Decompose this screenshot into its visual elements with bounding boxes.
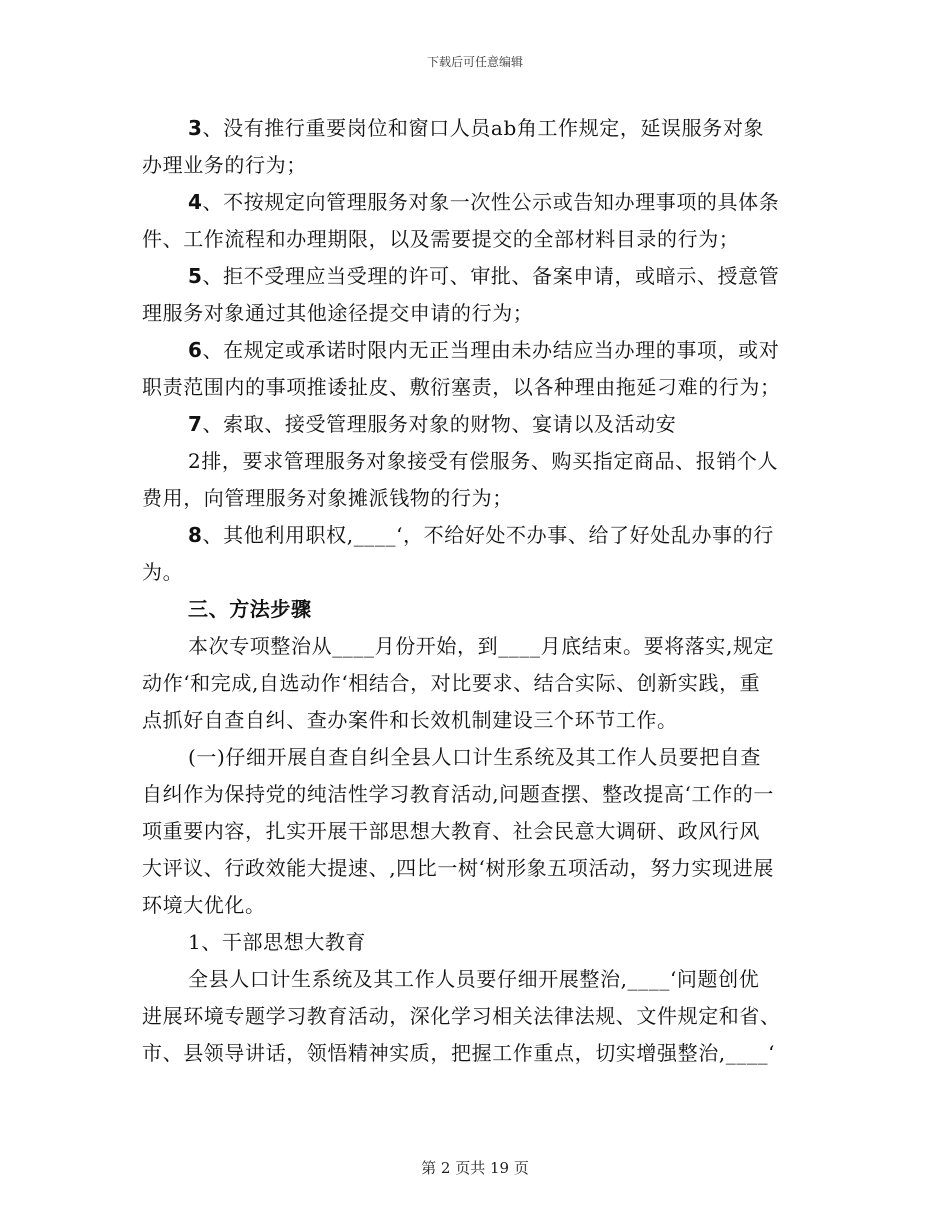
item-number: 8 bbox=[188, 523, 203, 547]
paragraph-line: 件、工作流程和办理期限，以及需要提交的全部材料目录的行为； bbox=[142, 227, 740, 251]
paragraph-line: 动作‘和完成,自选动作‘相结合，对比要求、结合实际、创新实践，重 bbox=[142, 671, 761, 695]
paragraph-line: 项重要内容，扎实开展干部思想大教育、社会民意大调研、政风行风 bbox=[142, 819, 760, 843]
item-number: 7 bbox=[188, 412, 203, 436]
paragraph-text: 、索取、接受管理服务对象的财物、宴请以及活动安 bbox=[202, 412, 677, 436]
list-item-3 bbox=[188, 116, 764, 140]
paragraph-line: 全县人口计生系统及其工作人员要仔细开展整治,____‘问题创优 bbox=[188, 967, 760, 991]
item-number: 4 bbox=[188, 190, 203, 214]
list-item-7 bbox=[188, 412, 676, 436]
paragraph-line: 进展环境专题学习教育活动，深化学习相关法律法规、文件规定和省、 bbox=[142, 1004, 781, 1028]
paragraph-line: 理服务对象通过其他途径提交申请的行为； bbox=[142, 301, 534, 325]
section-heading: 三、方法步骤 bbox=[188, 597, 312, 621]
paragraph-line: 大评议、行政效能大提速、,四比一树‘树形象五项活动，努力实现进展 bbox=[142, 856, 774, 880]
subsection-heading: 1、干部思想大教育 bbox=[188, 930, 367, 954]
paragraph-line: (一)仔细开展自查自纠全县人口计生系统及其工作人员要把自查 bbox=[188, 745, 762, 769]
page-footer: 第 2 页共 19 页 bbox=[421, 1159, 529, 1177]
paragraph-text: 、没有推行重要岗位和窗口人员ab角工作规定，延误服务对象 bbox=[202, 116, 765, 140]
item-number: 5 bbox=[188, 264, 203, 288]
item-number: 3 bbox=[188, 116, 203, 140]
page-header: 下载后可任意编辑 bbox=[426, 55, 523, 69]
list-item-5 bbox=[188, 264, 779, 288]
paragraph-line: 2排，要求管理服务对象接受有偿服务、购买指定商品、报销个人 bbox=[188, 449, 779, 473]
paragraph-line: 点抓好自查自纠、查办案件和长效机制建设三个环节工作。 bbox=[142, 708, 678, 732]
paragraph-line: 办理业务的行为； bbox=[142, 153, 307, 177]
paragraph-line: 环境大优化。 bbox=[142, 893, 266, 917]
paragraph-line: 费用，向管理服务对象摊派钱物的行为； bbox=[142, 486, 513, 510]
paragraph-line: 本次专项整治从____月份开始，到____月底结束。要将落实,规定 bbox=[188, 634, 775, 658]
paragraph-line: 为。 bbox=[142, 560, 184, 584]
paragraph-text: 、在规定或承诺时限内无正当理由未办结应当办理的事项，或对 bbox=[202, 338, 780, 362]
paragraph-line: 市、县领导讲话，领悟精神实质，把握工作重点，切实增强整治,____‘ bbox=[142, 1041, 776, 1065]
list-item-8 bbox=[188, 523, 774, 547]
item-number: 6 bbox=[188, 338, 203, 362]
paragraph-line: 自纠作为保持党的纯洁性学习教育活动,问题查摆、整改提高‘工作的一 bbox=[142, 782, 774, 806]
paragraph-text: 、拒不受理应当受理的许可、审批、备案申请，或暗示、授意管 bbox=[202, 264, 780, 288]
paragraph-text: 、其他利用职权,____‘，不给好处不办事、给了好处乱办事的行 bbox=[202, 523, 774, 547]
list-item-4 bbox=[188, 190, 779, 214]
paragraph-line: 职责范围内的事项推诿扯皮、敷衍塞责，以各种理由拖延刁难的行为； bbox=[142, 375, 781, 399]
list-item-6 bbox=[188, 338, 779, 362]
paragraph-text: 、不按规定向管理服务对象一次性公示或告知办理事项的具体条 bbox=[202, 190, 780, 214]
